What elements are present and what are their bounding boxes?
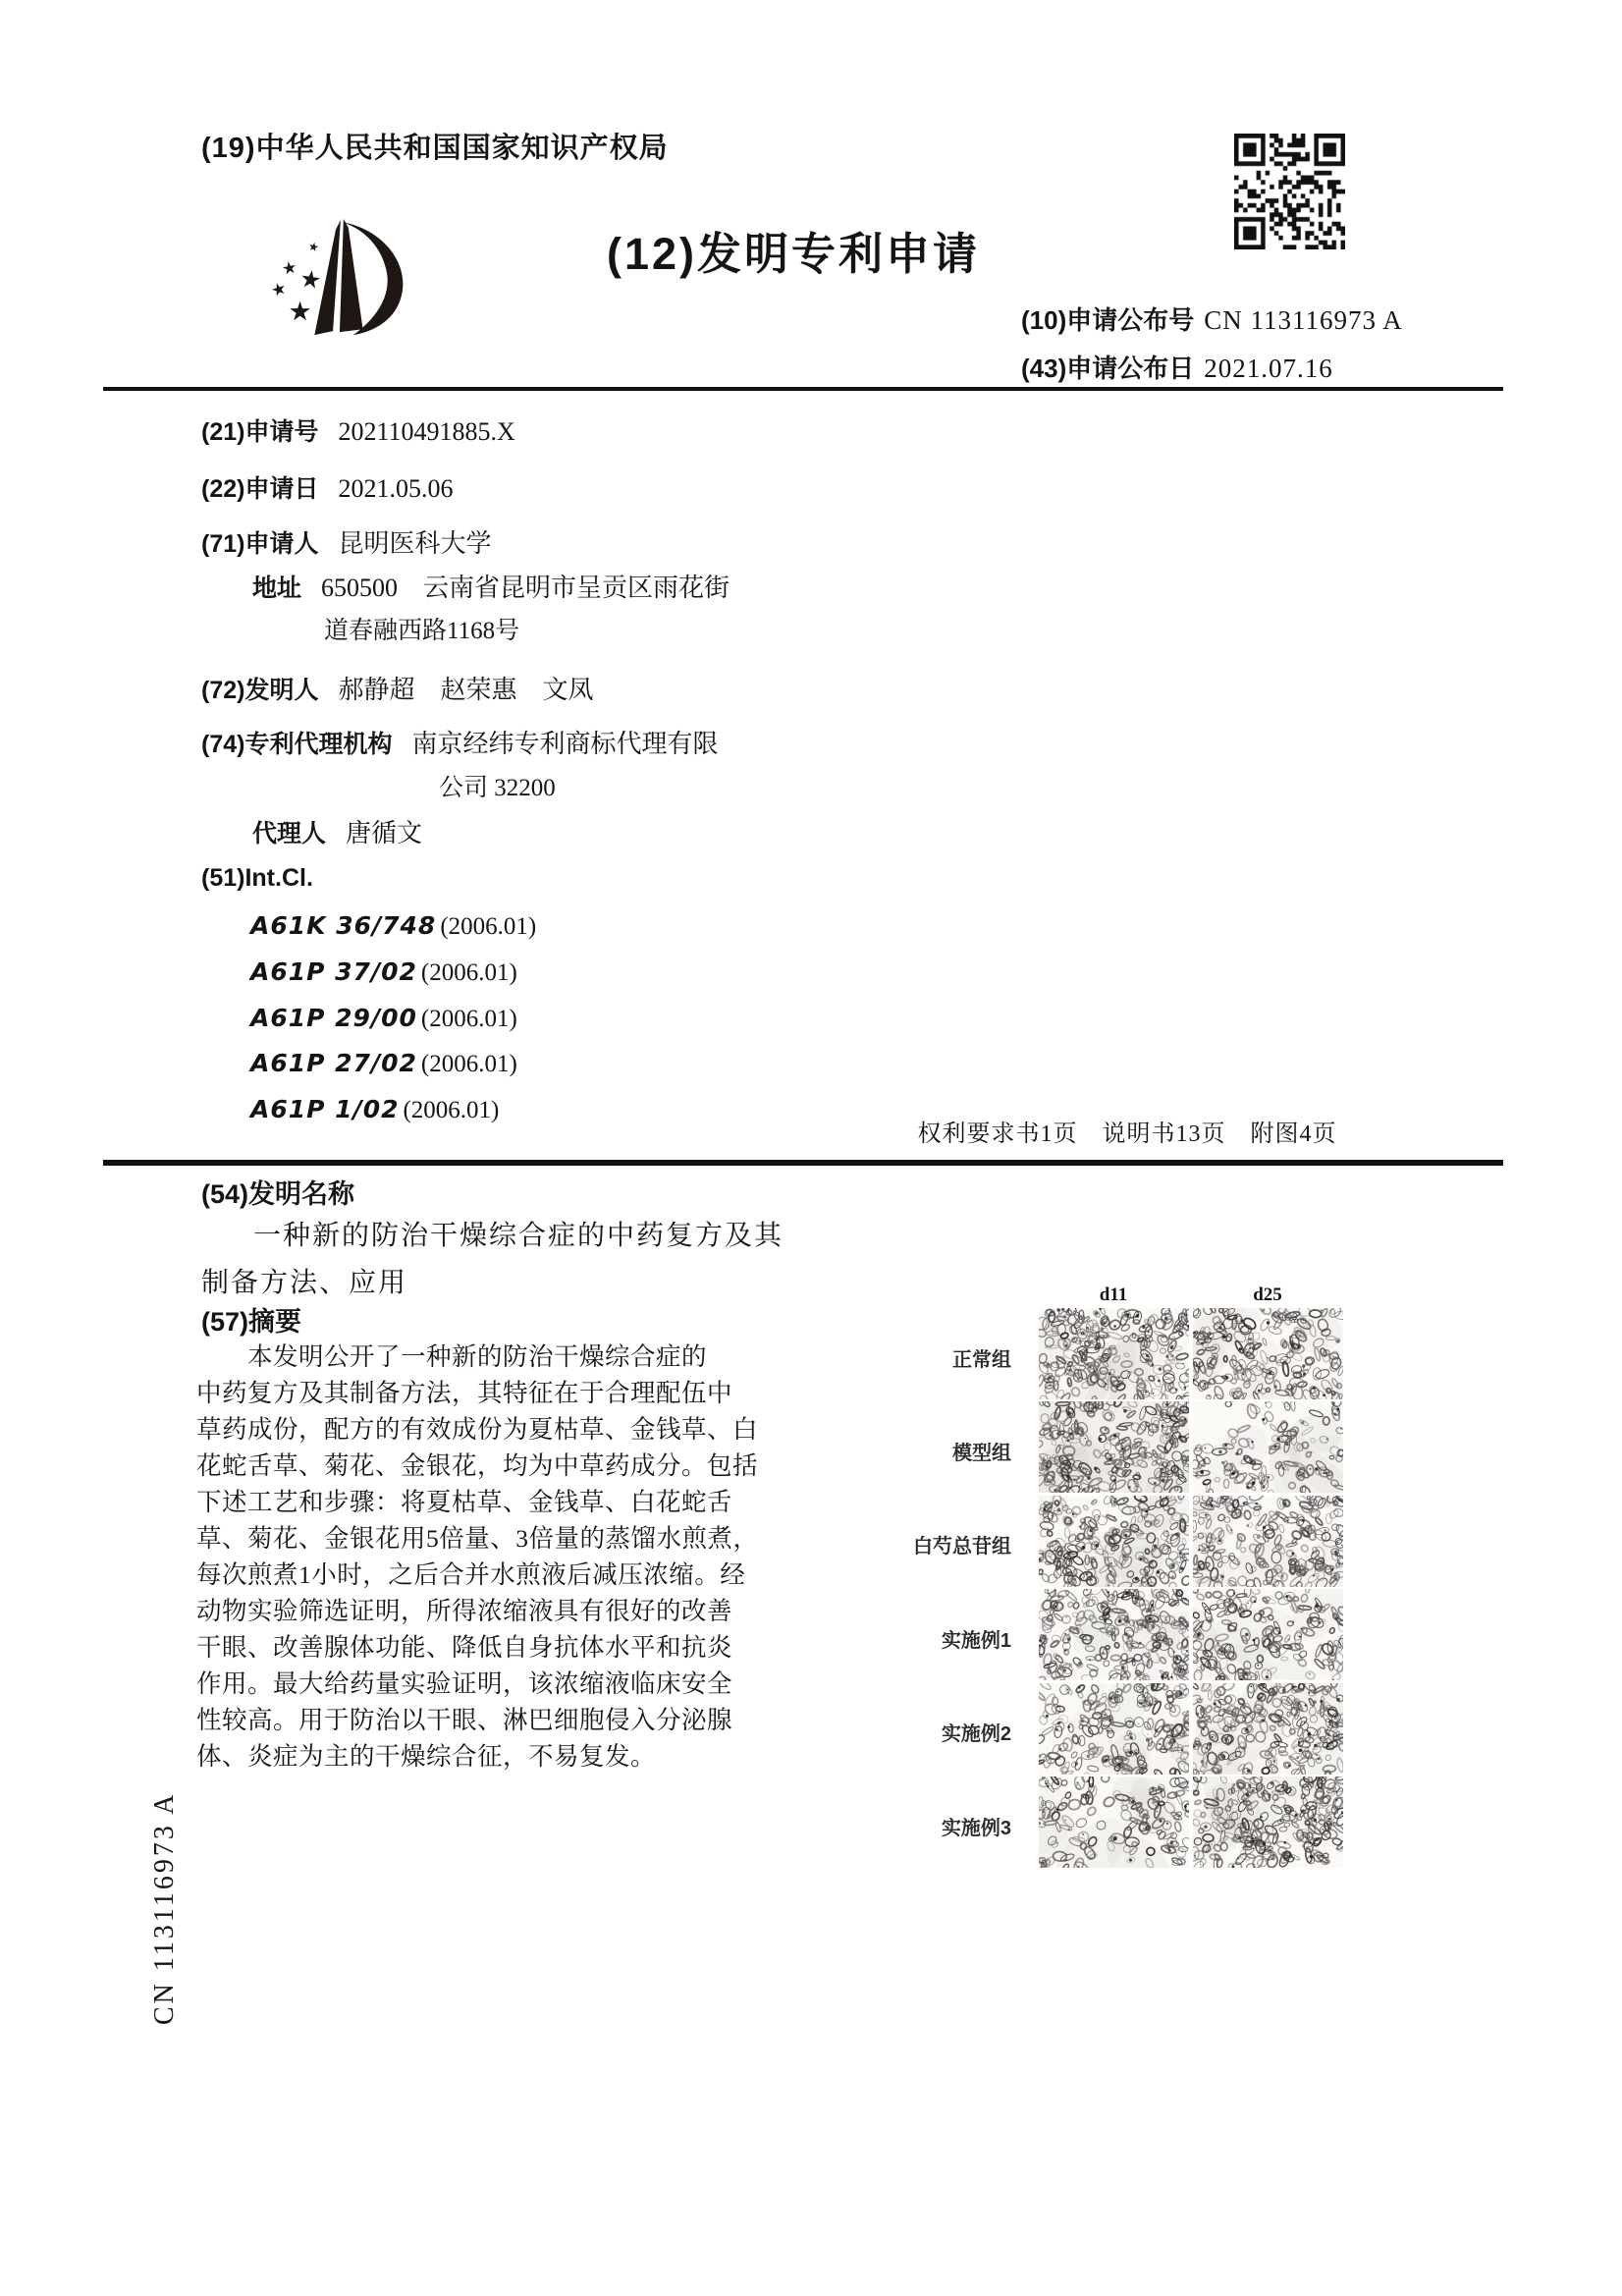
histology-image	[1193, 1683, 1343, 1775]
publication-date-row	[1021, 349, 1333, 385]
agency-line1: 南京经纬专利商标代理有限	[411, 730, 719, 758]
histology-image	[1039, 1308, 1189, 1399]
abstract-text-line: 下述工艺和步骤：将夏枯草、金钱草、白花蛇舌	[196, 1488, 733, 1516]
inventors-label: (72)发明人	[201, 677, 319, 704]
classification-version: (2006.01)	[440, 913, 537, 940]
figure-row-label: 实施例3	[941, 1818, 1011, 1839]
abstract-text-line: 每次煎煮1小时，之后合并水煎液后减压浓缩。经	[196, 1560, 746, 1589]
histology-image	[1039, 1683, 1189, 1775]
abstract-text-line: 性较高。用于防治以干眼、淋巴细胞侵入分泌腺	[196, 1706, 733, 1734]
applicant-label: (71)申请人	[201, 530, 319, 558]
address-row	[252, 568, 730, 604]
histology-image	[1193, 1777, 1343, 1868]
classification-version: (2006.01)	[420, 1006, 517, 1032]
histology-image	[1193, 1308, 1343, 1399]
pages-info: 权利要求书1页 说明书13页 附图4页	[917, 1121, 1337, 1147]
filing-date-row	[201, 469, 453, 505]
abstract-text-line: 花蛇舌草、菊花、金银花，均为中草药成分。包括	[196, 1451, 759, 1480]
abstract-section-label: (57)摘要	[201, 1307, 302, 1337]
cnipa-logo-icon	[258, 216, 413, 342]
address-label: 地址	[252, 574, 302, 602]
application-number-value: 202110491885.X	[338, 417, 515, 446]
publication-number-label: (10)申请公布号	[1021, 305, 1195, 335]
document-type-title: (12)发明专利申请	[607, 229, 981, 279]
figure-row-label: 实施例2	[941, 1723, 1011, 1745]
abstract-text-line: 草、菊花、金银花用5倍量、3倍量的蒸馏水煎煮，	[196, 1524, 759, 1553]
agency-line2: 公司 32200	[439, 775, 556, 801]
histology-image	[1193, 1496, 1343, 1587]
figure-column-header-d11: d11	[1099, 1285, 1128, 1305]
histology-image	[1193, 1401, 1343, 1493]
agency-row	[201, 724, 718, 760]
figure-row-label: 模型组	[952, 1443, 1011, 1464]
histology-image	[1039, 1401, 1189, 1493]
address-line2: 道春融西路1168号	[324, 618, 520, 644]
histology-image	[1039, 1496, 1189, 1587]
classification-code: A61P 27/02	[250, 1049, 417, 1077]
classification-row	[250, 1004, 517, 1033]
inventors-value: 郝静超 赵荣惠 文凤	[338, 676, 594, 704]
agent-value: 唐循文	[346, 819, 423, 847]
invention-title-line1: 一种新的防治干燥综合症的中药复方及其	[253, 1221, 784, 1251]
section-divider-rule	[103, 1160, 1503, 1166]
abstract-text-line: 中药复方及其制备方法，其特征在于合理配伍中	[196, 1379, 733, 1407]
abstract-text-line: 草药成份，配方的有效成份为夏枯草、金钱草、白	[196, 1415, 759, 1444]
qr-code-icon	[1234, 134, 1345, 249]
histology-image	[1039, 1777, 1189, 1868]
abstract-text-line: 干眼、改善腺体功能、降低自身抗体水平和抗炎	[196, 1633, 733, 1662]
classification-code: A61P 37/02	[250, 957, 417, 986]
abstract-text-line: 本发明公开了一种新的防治干燥综合症的	[247, 1342, 708, 1371]
classification-row	[250, 957, 517, 987]
classification-version: (2006.01)	[420, 1051, 517, 1077]
abstract-text-line: 体、炎症为主的干燥综合征，不易复发。	[196, 1742, 657, 1771]
agent-label: 代理人	[252, 820, 327, 847]
publication-date-value: 2021.07.16	[1204, 354, 1333, 383]
header-divider-rule	[103, 387, 1503, 391]
applicant-value: 昆明医科大学	[338, 529, 492, 558]
abstract-text-line: 动物实验筛选证明，所得浓缩液具有很好的改善	[196, 1597, 733, 1625]
classification-version: (2006.01)	[403, 1097, 500, 1123]
agent-row	[252, 813, 422, 849]
classification-code: A61P 29/00	[250, 1004, 417, 1032]
side-publication-code: CN 113116973 A	[149, 1791, 180, 2025]
filing-date-label: (22)申请日	[201, 475, 319, 503]
publication-number-value: CN 113116973 A	[1204, 305, 1403, 335]
application-number-row	[201, 412, 515, 448]
applicant-row	[201, 523, 491, 560]
patent-office-line: (19)中华人民共和国国家知识产权局	[201, 133, 669, 164]
abstract-text-line: 作用。最大给药量实验证明，该浓缩液临床安全	[196, 1669, 733, 1698]
histology-image	[1193, 1589, 1343, 1680]
publication-number-row	[1021, 301, 1403, 337]
filing-date-value: 2021.05.06	[338, 474, 454, 503]
address-line1: 650500 云南省昆明市呈贡区雨花街	[321, 574, 730, 602]
classification-version: (2006.01)	[420, 959, 517, 986]
publication-date-label: (43)申请公布日	[1021, 354, 1195, 383]
classification-row	[250, 1095, 499, 1124]
classification-row	[250, 1049, 517, 1078]
invention-title-section-label: (54)发明名称	[201, 1179, 355, 1209]
classification-code: A61P 1/02	[250, 1095, 400, 1123]
figure-row-label: 白芍总苷组	[913, 1536, 1011, 1558]
classification-code: A61K 36/748	[250, 911, 437, 940]
figure-column-header-d25: d25	[1253, 1285, 1282, 1305]
intcl-label: (51)Int.Cl.	[201, 864, 313, 892]
classification-row	[250, 911, 536, 941]
figure-row-label: 实施例1	[941, 1630, 1011, 1652]
figure-row-label: 正常组	[952, 1349, 1011, 1371]
inventors-row	[201, 670, 593, 706]
invention-title-line2: 制备方法、应用	[201, 1268, 408, 1298]
application-number-label: (21)申请号	[201, 418, 319, 446]
histology-image	[1039, 1589, 1189, 1680]
agency-label: (74)专利代理机构	[201, 731, 393, 758]
